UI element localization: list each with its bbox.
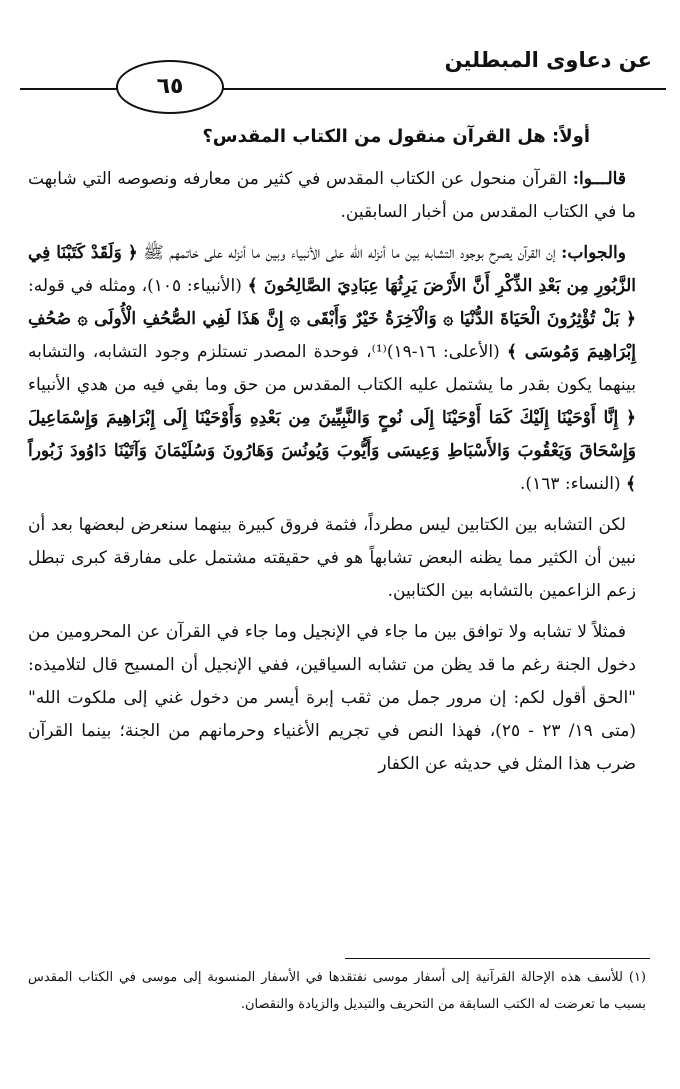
section-heading: أولاً: هل القرآن منقول من الكتاب المقدس؟ [202,126,590,147]
claim-text: القرآن منحول عن الكتاب المقدس في كثير من معارفه ونصوصه التي شابهت ما في الكتاب المقدس من أخبار السابقين. [28,169,636,222]
footnote: (١) للأسف هذه الإحالة القرآنية إلى أسفار موسى نفتقدها في الأسفار المنسوبة إلى موسى في الكتاب المقدس بسبب ما تعرضت له الكتب السابقة من التحريف والتبديل والزيادة والنقصان. [28,970,646,1012]
claim-lead: قالـــوا: [572,169,626,189]
answer-text-a: إن القرآن يصرح بوجود التشابه بين ما أنزله الله على الأنبياء وبين ما أنزله على خاتمهم ﷺ [137,243,562,263]
quran-verse-anbiya: ﴿ وَلَقَدْ كَتَبْنَا فِي الزَّبُورِ مِن بَعْدِ الذِّكْرِ أَنَّ الأَرْضَ يَرِثُهَا عِبَادِيَ الصَّالِحُونَ ﴾ [28,243,636,296]
page-body [28,120,636,781]
paragraph-difference: لكن التشابه بين الكتابين ليس مطرداً، فثمة فروق كبيرة بينهما سنعرض لبعضها بعد أن نبين أن الكثير مما يظنه البعض تشابهاً هو في حقيقته مشتمل على مفارقة كبرى تبطل زعم الزاعمين بالتشابه بين الكتابين. [28,515,636,601]
answer-text-c: (الأعلى: ١٦-١٩)⁽¹⁾، فوحدة المصدر تستلزم وجود التشابه، والتشابه بينهما يكون بقدر ما يشتمل عليه الكتاب المقدس من حق وما بقي فيه من هدي الأنبياء [28,342,636,395]
answer-lead: والجواب: [561,243,626,263]
paragraph-example: فمثلاً لا تشابه ولا توافق بين ما جاء في الإنجيل وما جاء في القرآن عن المحرومين من دخول الجنة رغم ما قد يظن من تشابه السياقين، ففي الإنجيل أن المسيح قال لتلاميذه: "الحق أقول لكم: إن مرور جمل من ثقب إبرة أيسر من دخول غني إلى ملكوت الله" (متى ١٩/ ٢٣ - ٢٥)، فهذا النص في تجريم الأغنياء وحرمانهم من الجنة؛ بينما القرآن ضرب هذا المثل في حديثه عن الكفار [28,622,636,774]
page-header [20,40,666,99]
paragraph-answer [28,237,636,501]
answer-text-d: (النساء: ١٦٣). [520,474,627,494]
quran-verse-nisa: ﴿ إِنَّا أَوْحَيْنَا إِلَيْكَ كَمَا أَوْحَيْنَا إِلَى نُوحٍ وَالنَّبِيِّينَ مِن بَعْدِهِ وَأَوْحَيْنَا إِلَى إِبْرَاهِيمَ وَإِسْمَاعِيلَ وَإِسْحَاقَ وَيَعْقُوبَ وَالأَسْبَاطِ وَعِيسَى وَأَيُّوبَ وَيُونُسَ وَهَارُونَ وَسُلَيْمَانَ وَآتَيْنَا دَاوُودَ زَبُوراً ﴾ [28,408,636,494]
page-number: ٦٥ [116,60,224,114]
quran-verse-ala: ﴿ بَلْ تُؤْثِرُونَ الْحَيَاةَ الدُّنْيَا ۞ وَالْآخِرَةُ خَيْرٌ وَأَبْقَى ۞ إِنَّ هَذَا لَفِي الصُّحُفِ الْأُولَى ۞ صُحُفِ إِبْرَاهِيمَ وَمُوسَى ﴾ [28,309,637,362]
answer-text-b: (الأنبياء: ١٠٥)، ومثله في قوله: [28,276,248,296]
running-title: عن دعاوى المبطلين [444,48,652,72]
paragraph-claim [28,163,636,229]
footnote-rule [345,958,650,959]
